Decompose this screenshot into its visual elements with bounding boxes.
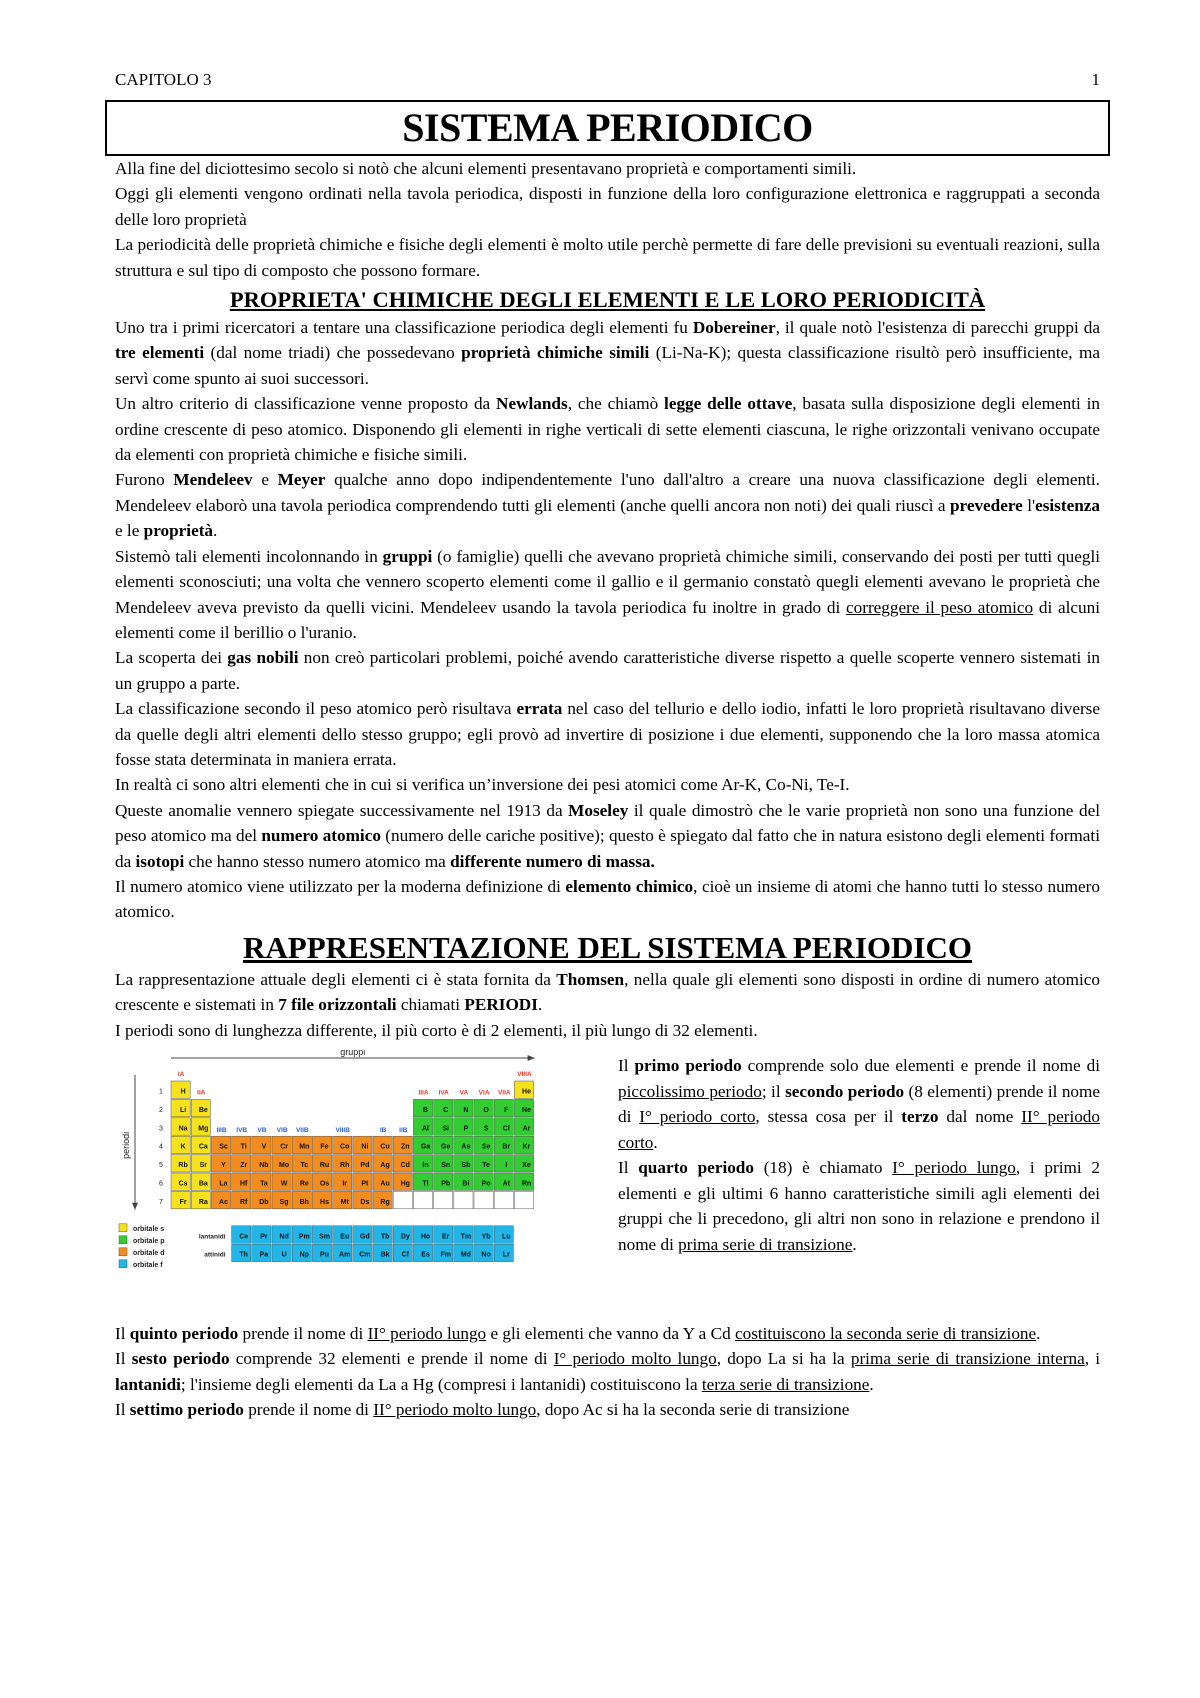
element-symbol: N (463, 1106, 469, 1114)
element-symbol: Pu (320, 1251, 329, 1259)
element-symbol: Hs (320, 1198, 329, 1206)
element-symbol: Rb (178, 1162, 188, 1170)
element-symbol: In (422, 1162, 429, 1170)
element-symbol: U (281, 1251, 287, 1259)
element-symbol: Ar (522, 1125, 531, 1133)
element-symbol: Os (319, 1180, 330, 1188)
element-symbol: Tb (380, 1233, 390, 1241)
element-symbol: Li (179, 1106, 187, 1114)
element-symbol: Rn (521, 1180, 532, 1188)
chapter-label: CAPITOLO 3 (115, 70, 212, 89)
paragraph-sixth-period: Il sesto periodo comprende 32 elementi e prende il nome di I° periodo molto lungo, dopo La si ha la prima serie di transizione interna, i lantanidi; l'insieme degli elementi da La a Hg (compresi i lantanidi) costituiscono la terza serie di transizione. (115, 1349, 1101, 1394)
element-symbol: Es (421, 1251, 430, 1259)
element-cell (514, 1191, 533, 1208)
element-symbol: Pt (361, 1180, 369, 1188)
element-symbol: Pr (260, 1233, 268, 1241)
element-symbol: Xe (522, 1162, 531, 1170)
legend-label: orbitale p (133, 1237, 165, 1245)
element-symbol: Ir (342, 1180, 348, 1188)
element-symbol: Ga (420, 1143, 431, 1151)
element-symbol: Kr (522, 1143, 531, 1151)
group-label-main: VIIA (497, 1089, 511, 1097)
element-symbol: Si (442, 1125, 450, 1133)
element-symbol: P (463, 1125, 469, 1133)
element-symbol: Cu (380, 1143, 390, 1151)
paragraph-moseley: Queste anomalie vennero spiegate successivamente nel 1913 da Moseley il quale dimostrò che le varie proprietà non sono una funzione del peso atomico ma del numero atomico (numero delle cariche positive); questo è spiegato dal fatto che in natura esistono degli elementi formati da isotopi che hanno stesso numero atomico ma differente numero di massa. (115, 800, 1100, 871)
element-symbol: W (280, 1180, 288, 1188)
figure-row (115, 1049, 1100, 1311)
paragraph-atomic-number: Il numero atomico viene utilizzato per la moderna definizione di elemento chimico, cioè un insieme di atomi che hanno tutti lo stesso numero atomico. (115, 876, 1100, 922)
element-symbol: Sb (461, 1162, 471, 1170)
element-symbol: Bk (380, 1251, 390, 1259)
group-label-main: VIIIA (517, 1071, 532, 1078)
element-symbol: Bh (299, 1198, 309, 1206)
element-symbol: Rh (340, 1162, 350, 1170)
page-title: SISTEMA PERIODICO (105, 100, 1110, 156)
period-number: 6 (159, 1180, 163, 1188)
element-symbol: Sc (219, 1143, 228, 1151)
element-symbol: H (180, 1088, 186, 1096)
groups-axis-arrow-icon (528, 1055, 535, 1061)
element-symbol: As (461, 1143, 471, 1151)
group-label-main: IIA (197, 1089, 206, 1097)
intro-paragraph-1: Alla fine del diciottesimo secolo si notò che alcuni elementi presentavano proprietà e comportamenti simili. (115, 159, 857, 178)
element-symbol: Lu (502, 1233, 511, 1241)
element-symbol: Se (481, 1143, 491, 1151)
element-symbol: Sn (441, 1162, 451, 1170)
intro-paragraph-3: La periodicità delle proprietà chimiche e fisiche degli elementi è molto utile perchè permette di fare delle previsioni su eventuali reazioni, sulla struttura e sul tipo di composto che possono formare. (115, 235, 1100, 280)
element-cell (413, 1191, 432, 1208)
element-symbol: Au (380, 1180, 390, 1188)
element-symbol: Cd (400, 1162, 410, 1170)
element-symbol: Be (198, 1106, 208, 1114)
element-symbol: At (502, 1180, 510, 1188)
group-label-transition: IB (379, 1127, 387, 1135)
group-label-transition: IVB (236, 1127, 248, 1135)
element-symbol: Lr (502, 1251, 510, 1259)
element-symbol: Ge (441, 1143, 451, 1151)
element-symbol: Yb (481, 1233, 491, 1241)
element-symbol: Np (299, 1251, 309, 1259)
document-page (115, 70, 1100, 1423)
element-symbol: Mn (299, 1143, 310, 1151)
element-symbol: Fm (440, 1251, 451, 1259)
element-symbol: La (219, 1180, 228, 1188)
element-symbol: Mo (279, 1162, 290, 1170)
legend-label: orbitale d (133, 1249, 165, 1257)
period-number: 2 (159, 1106, 163, 1114)
legend-swatch (119, 1248, 127, 1256)
element-symbol: Cm (359, 1251, 371, 1259)
element-symbol: Br (502, 1143, 511, 1151)
figure-side-text (618, 1053, 1100, 1311)
group-label-main: VIA (478, 1089, 490, 1097)
element-symbol: V (261, 1143, 267, 1151)
element-symbol: Na (178, 1125, 188, 1133)
legend-swatch (119, 1224, 127, 1232)
f-series-label: lantanidi (198, 1233, 226, 1241)
paragraph-noble-gases: La scoperta dei gas nobili non creò particolari problemi, poiché avendo caratteristiche diverse rispetto a quelle scoperte vennero sistemati in un gruppo a parte. (115, 648, 1100, 693)
period-number: 3 (159, 1125, 163, 1133)
element-symbol: Sm (319, 1233, 330, 1241)
period-number: 4 (159, 1143, 163, 1151)
element-symbol: Gd (360, 1233, 370, 1241)
element-symbol: Pa (259, 1251, 269, 1259)
paragraph-first-periods: Il primo periodo comprende solo due elementi e prende il nome di piccolissimo periodo; il secondo periodo (8 elementi) prende il nome di I° periodo corto, stessa cosa per il terzo dal nome II° periodo corto. (618, 1056, 1101, 1152)
legend-label: orbitale s (133, 1225, 165, 1233)
group-label-transition: VIIB (295, 1127, 309, 1135)
element-cell (393, 1191, 412, 1208)
paragraph-tellurium-iodine: La classificazione secondo il peso atomico però risultava errata nel caso del tellurio e dello iodio, infatti le loro proprietà risultavano diverse da quelle degli altri elementi dello stesso gruppo; egli provò ad invertire di posizione i due elementi, supponendo che la loro massa atomica fosse stata determinata in maniera errata. (115, 699, 1100, 769)
element-symbol: Fr (179, 1198, 187, 1206)
element-symbol: Hg (400, 1180, 410, 1188)
element-symbol: Pm (298, 1233, 310, 1241)
group-label-transition: VIIIB (335, 1127, 350, 1135)
element-symbol: Md (460, 1251, 471, 1259)
element-symbol: Ti (240, 1143, 247, 1151)
group-label-transition: VIB (276, 1127, 288, 1135)
paragraph-thomsen: La rappresentazione attuale degli elementi ci è stata fornita da Thomsen, nella quale gli elementi sono disposti in ordine di numero atomico crescente e sistemati in 7 file orizzontali chiamati PERIODI. (115, 969, 1100, 1015)
element-symbol: Mg (198, 1125, 209, 1133)
section-heading-representation: RAPPRESENTAZIONE DEL SISTEMA PERIODICO (243, 929, 972, 965)
paragraph-inversions: In realtà ci sono altri elementi che in cui si verifica un’inversione dei pesi atomici come Ar-K, Co-Ni, Te-I. (115, 775, 850, 795)
legend-swatch (119, 1236, 127, 1244)
element-cell (474, 1191, 493, 1208)
element-symbol: Fe (320, 1143, 329, 1151)
element-symbol: Cf (401, 1251, 409, 1259)
element-symbol: Ta (260, 1180, 268, 1188)
element-symbol: Pb (441, 1180, 451, 1188)
element-symbol: Zr (240, 1162, 248, 1170)
element-symbol: He (522, 1088, 531, 1096)
element-symbol: Ne (522, 1106, 531, 1114)
element-symbol: Nb (259, 1162, 269, 1170)
paragraph-dobereiner: Uno tra i primi ricercatori a tentare una classificazione periodica degli elementi fu Dobereiner, il quale notò l'esistenza di parecchi gruppi da tre elementi (dal nome triadi) che possedevano proprietà chimiche simili (Li-Na-K); questa classificazione risultò però insufficiente, ma servì come spunto ai suoi successori. (115, 318, 1100, 388)
intro-paragraph-2: Oggi gli elementi vengono ordinati nella tavola periodica, disposti in funzione della loro configurazione elettronica e raggruppati a seconda delle loro proprietà (115, 184, 1100, 229)
element-cell (454, 1191, 473, 1208)
element-symbol: Zn (401, 1143, 410, 1151)
element-symbol: Ru (319, 1162, 330, 1170)
group-label-main: VA (459, 1089, 469, 1097)
legend-swatch (119, 1260, 127, 1268)
element-symbol: Am (339, 1251, 351, 1259)
period-number: 5 (159, 1162, 163, 1170)
running-header (115, 70, 1100, 96)
element-symbol: S (483, 1125, 489, 1133)
periodic-table-image (115, 1049, 585, 1311)
paragraph-seventh-period: Il settimo periodo prende il nome di II° periodo molto lungo, dopo Ac si ha la seconda serie di transizione (115, 1400, 850, 1420)
element-symbol: Re (299, 1180, 309, 1188)
element-symbol: Cs (178, 1180, 188, 1188)
element-symbol: O (483, 1106, 489, 1114)
paragraph-fourth-period: Il quarto periodo (18) è chiamato I° periodo lungo, i primi 2 elementi e gli ultimi 6 hanno caratteristiche simili agli elementi dei gruppi che li precedono, gli altri non sono in relazione e prendono il nome di prima serie di transizione. (618, 1158, 1100, 1254)
element-symbol: Cr (280, 1143, 288, 1151)
section-heading-properties: PROPRIETA' CHIMICHE DEGLI ELEMENTI E LE LORO PERIODICITÀ (229, 287, 986, 313)
element-symbol: I (505, 1162, 508, 1170)
element-symbol: C (443, 1106, 449, 1114)
element-cell (494, 1191, 513, 1208)
element-symbol: Rf (240, 1198, 248, 1206)
element-symbol: Po (481, 1180, 491, 1188)
group-label-main: IIIA (418, 1089, 429, 1097)
periods-axis-arrow-icon (132, 1203, 138, 1210)
paragraph-fifth-period: Il quinto periodo prende il nome di II° periodo lungo e gli elementi che vanno da Y a Cd costituiscono la seconda serie di transizione. (115, 1324, 1041, 1343)
paragraph-period-lengths: I periodi sono di lunghezza differente, il più corto è di 2 elementi, il più lungo di 32 elementi. (115, 1020, 758, 1040)
element-symbol: Tm (460, 1233, 472, 1241)
period-number: 1 (159, 1088, 163, 1096)
group-label-transition: IIIB (216, 1127, 227, 1135)
element-symbol: Ra (198, 1198, 208, 1206)
element-symbol: Cl (502, 1125, 510, 1133)
element-symbol: Ho (420, 1233, 431, 1241)
element-symbol: Ac (219, 1198, 228, 1206)
paragraph-newlands: Un altro criterio di classificazione venne proposto da Newlands, che chiamò legge delle ottave, basata sulla disposizione degli elementi in ordine crescente di peso atomico. Disponendo gli elementi in righe verticali di sette elementi ciascuna, le righe orizzontali venivano occupate da elementi con proprietà chimiche e fisiche simili. (115, 394, 1100, 465)
group-label-transition: VB (257, 1127, 267, 1135)
element-symbol: Mt (340, 1198, 349, 1206)
element-symbol: Y (221, 1162, 226, 1170)
group-label-main: IA (177, 1071, 185, 1078)
group-label-transition: IIB (399, 1127, 408, 1135)
element-symbol: Bi (462, 1180, 470, 1188)
paragraph-groups: Sistemò tali elementi incolonnando in gruppi (o famiglie) quelli che avevano proprietà chimiche simili, conservando dei posti per tutti quegli elementi sconosciuti; una volta che vennero scoperto elementi come il gallio e il germanio constatò quegli elementi avevano le proprietà che Mendeleev aveva previsto da quelli vicini. Mendeleev usando la tavola periodica fu inoltre in grado di correggere il peso atomico di alcuni elementi come il berillio o l'uranio. (115, 546, 1100, 642)
element-symbol: Ca (198, 1143, 208, 1151)
element-symbol: Nd (279, 1233, 289, 1241)
element-symbol: Dy (400, 1233, 410, 1241)
f-series-label: attinidi (204, 1251, 226, 1259)
element-symbol: F (504, 1106, 509, 1114)
periods-axis-label: periodi (121, 1131, 131, 1159)
group-label-main: IVA (438, 1089, 449, 1097)
legend-label: orbitale f (133, 1261, 163, 1269)
element-symbol: Co (340, 1143, 350, 1151)
element-symbol: Ni (361, 1143, 369, 1151)
paragraph-mendeleev: Furono Mendeleev e Meyer qualche anno dopo indipendentemente l'uno dall'altro a creare una nuova classificazione degli elementi. Mendeleev elaborò una tavola periodica comprendendo tutti gli elementi (anche quelli ancora non noti) dei quali riuscì a prevedere l'esistenza e le proprietà. (115, 470, 1100, 541)
page-number: 1 (1091, 70, 1100, 89)
element-symbol: Ba (198, 1180, 208, 1188)
periodic-table-figure (115, 1049, 585, 1311)
element-symbol: Pd (360, 1162, 370, 1170)
element-symbol: Te (482, 1162, 490, 1170)
element-symbol: K (180, 1143, 186, 1151)
groups-axis-label: gruppi (340, 1049, 366, 1057)
element-cell (434, 1191, 453, 1208)
element-symbol: Db (259, 1198, 269, 1206)
element-symbol: Sg (279, 1198, 289, 1206)
element-symbol: Sr (199, 1162, 208, 1170)
element-symbol: Ag (380, 1162, 390, 1170)
element-symbol: Tl (422, 1180, 429, 1188)
element-symbol: Rg (380, 1198, 390, 1206)
element-symbol: Hf (240, 1180, 248, 1188)
element-symbol: Eu (340, 1233, 350, 1241)
element-symbol: No (481, 1251, 491, 1259)
element-symbol: B (422, 1106, 429, 1114)
element-symbol: Al (422, 1125, 429, 1133)
period-number: 7 (159, 1198, 163, 1206)
element-cell (494, 1155, 513, 1172)
element-symbol: Tc (300, 1162, 309, 1170)
element-symbol: Ce (239, 1233, 249, 1241)
element-symbol: Ds (360, 1198, 370, 1206)
element-symbol: Er (441, 1233, 450, 1241)
element-symbol: Th (239, 1251, 248, 1259)
